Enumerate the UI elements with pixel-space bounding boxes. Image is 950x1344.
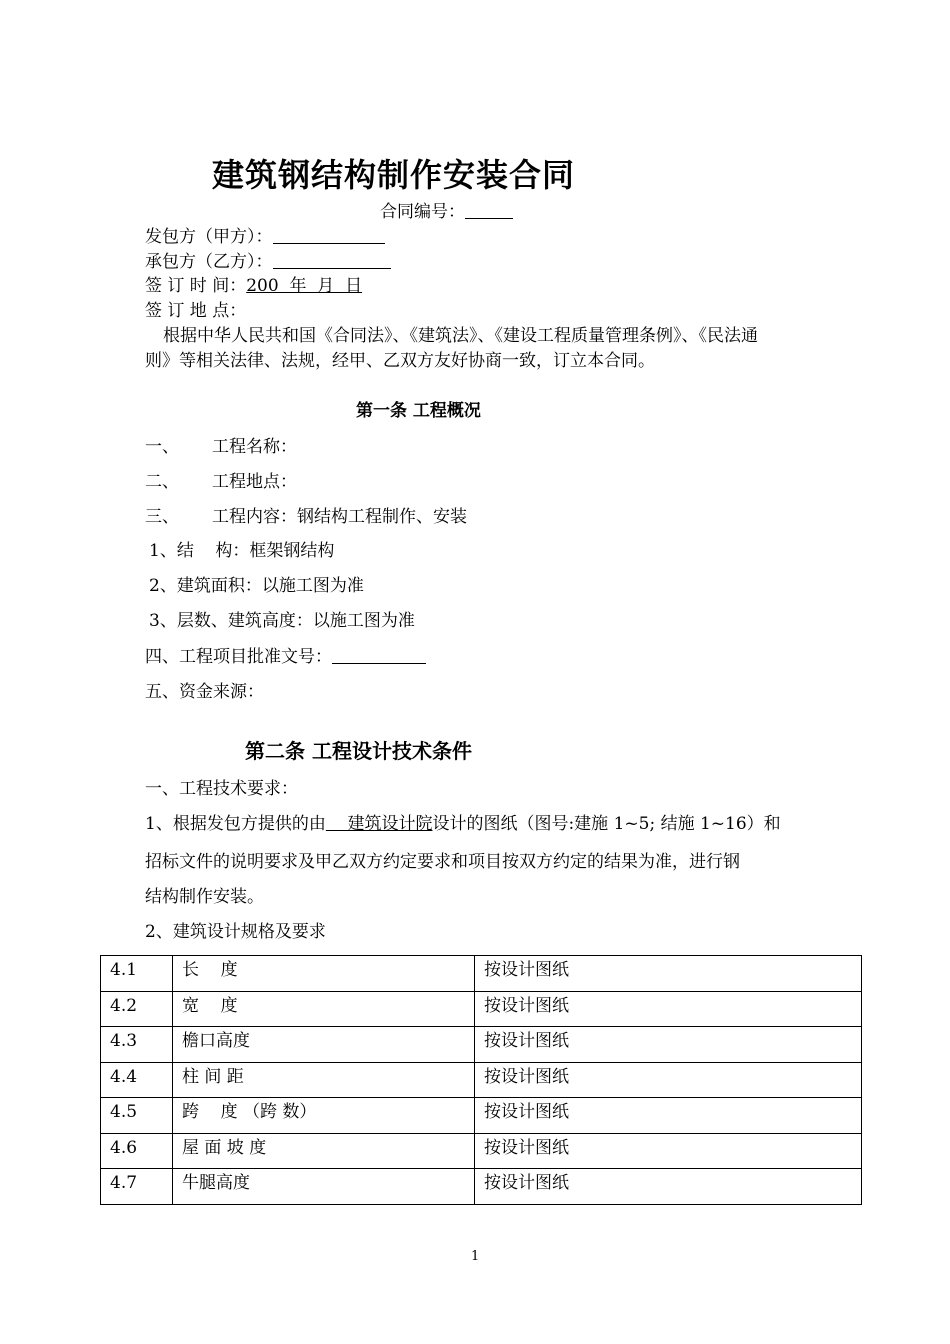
design-institute-name: 建筑设计院 <box>325 814 433 834</box>
table-row <box>101 1062 862 1098</box>
contract-number-label: 合同编号： <box>380 202 465 222</box>
design-basis-suffix: 设计的图纸（图号:建施 1~5; 结施 1~16）和 <box>432 814 781 834</box>
spec-value-cell: 按设计图纸 <box>475 1133 862 1169</box>
page-number: 1 <box>471 1249 480 1264</box>
spec-item-cell: 檐口高度 <box>173 1027 475 1063</box>
article-2-heading: 第二条 工程设计技术条件 <box>245 739 472 763</box>
article-1-heading: 第一条 工程概况 <box>356 401 481 421</box>
spec-value-cell: 按设计图纸 <box>475 1027 862 1063</box>
spec-value-cell: 按设计图纸 <box>475 956 862 992</box>
article-2-paragraph-1-line-2: 招标文件的说明要求及甲乙双方约定要求和项目按双方约定的结果为准，进行钢 <box>145 852 740 872</box>
spec-number-cell: 4.4 <box>101 1062 173 1098</box>
approval-number-line <box>145 646 426 668</box>
party-b-blank[interactable] <box>273 252 391 269</box>
spec-item-cell: 跨 度 （跨 数） <box>173 1098 475 1134</box>
article-2-paragraph-1-line-1 <box>145 813 781 835</box>
contract-number-blank[interactable] <box>465 202 513 219</box>
party-b-line <box>145 251 391 273</box>
article-1-item-1-num: 一、 <box>145 437 179 457</box>
technical-requirements-title: 一、工程技术要求： <box>145 779 298 799</box>
spec-value-cell: 按设计图纸 <box>475 991 862 1027</box>
design-basis-prefix: 1、根据发包方提供的由 <box>145 814 326 834</box>
table-row <box>101 1169 862 1205</box>
sign-place-label: 签 订 地 点： <box>145 301 247 321</box>
article-1-sub-3: 3、层数、建筑高度：以施工图为准 <box>149 611 415 631</box>
article-1-item-3: 工程内容：钢结构工程制作、安装 <box>212 507 467 527</box>
approval-number-blank[interactable] <box>332 647 426 664</box>
article-1-item-2-num: 二、 <box>145 472 179 492</box>
article-1-item-5: 五、资金来源： <box>145 682 264 702</box>
party-a-line <box>145 226 385 248</box>
article-2-paragraph-1-line-3: 结构制作安装。 <box>145 887 264 907</box>
approval-number-label: 四、工程项目批准文号： <box>145 647 332 667</box>
sign-time-line <box>145 275 362 297</box>
article-1-item-1: 工程名称： <box>212 437 297 457</box>
preamble-line-2: 则》等相关法律、法规，经甲、乙双方友好协商一致，订立本合同。 <box>145 351 655 371</box>
spec-item-cell: 宽 度 <box>173 991 475 1027</box>
design-spec-title: 2、建筑设计规格及要求 <box>145 922 326 942</box>
sign-time-label: 签 订 时 间： <box>145 276 247 296</box>
table-row <box>101 956 862 992</box>
spec-number-cell: 4.7 <box>101 1169 173 1205</box>
spec-number-cell: 4.5 <box>101 1098 173 1134</box>
spec-number-cell: 4.2 <box>101 991 173 1027</box>
spec-number-cell: 4.6 <box>101 1133 173 1169</box>
party-a-label: 发包方（甲方）： <box>145 227 273 247</box>
spec-item-cell: 柱 间 距 <box>173 1062 475 1098</box>
spec-item-cell: 牛腿高度 <box>173 1169 475 1205</box>
party-b-label: 承包方（乙方）： <box>145 252 273 272</box>
preamble-line-1: 根据中华人民共和国《合同法》、《建筑法》、《建设工程质量管理条例》、《民法通 <box>163 326 758 346</box>
table-row <box>101 1027 862 1063</box>
spec-value-cell: 按设计图纸 <box>475 1062 862 1098</box>
sign-time-value: 200 年 月 日 <box>246 276 363 296</box>
article-1-item-2: 工程地点： <box>212 472 297 492</box>
table-row <box>101 1098 862 1134</box>
party-a-blank[interactable] <box>273 227 385 244</box>
article-1-sub-2: 2、建筑面积：以施工图为准 <box>149 576 364 596</box>
table-row <box>101 1133 862 1169</box>
design-spec-table <box>100 955 862 1205</box>
spec-item-cell: 长 度 <box>173 956 475 992</box>
article-1-sub-1: 1、结 构：框架钢结构 <box>149 541 335 561</box>
table-row <box>101 991 862 1027</box>
document-title: 建筑钢结构制作安装合同 <box>212 156 576 194</box>
spec-number-cell: 4.3 <box>101 1027 173 1063</box>
spec-value-cell: 按设计图纸 <box>475 1098 862 1134</box>
spec-value-cell: 按设计图纸 <box>475 1169 862 1205</box>
spec-item-cell: 屋 面 坡 度 <box>173 1133 475 1169</box>
contract-number-line <box>380 201 513 223</box>
spec-number-cell: 4.1 <box>101 956 173 992</box>
article-1-item-3-num: 三、 <box>145 507 179 527</box>
